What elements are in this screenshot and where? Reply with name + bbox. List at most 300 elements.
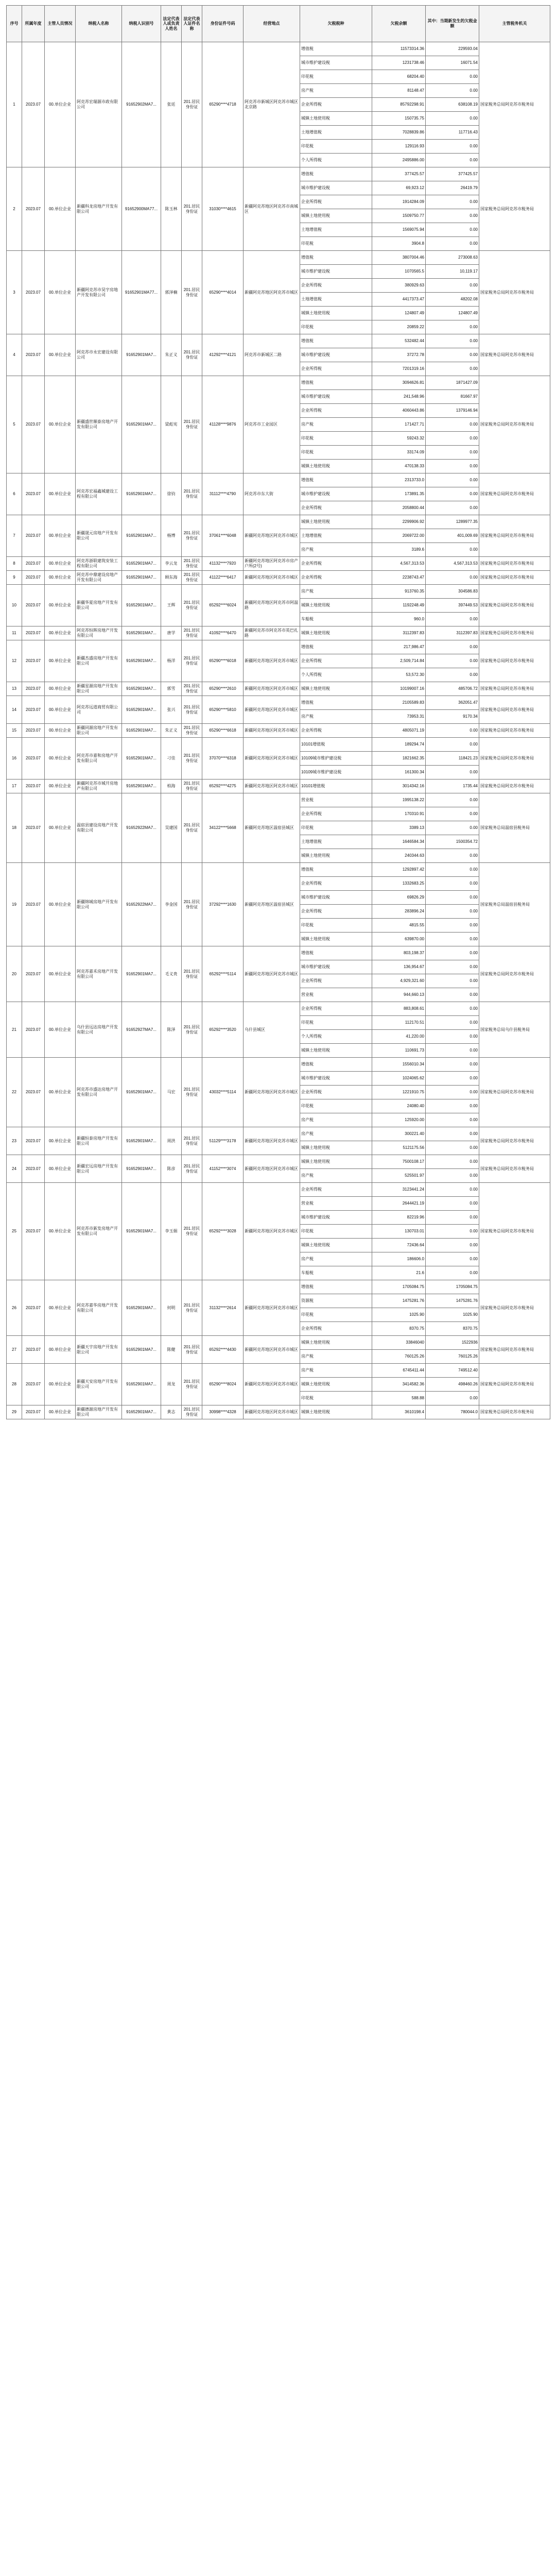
business-address: 新疆阿克苏地区阿克苏市南城区 [244, 167, 300, 251]
tax-type: 印花税 [300, 1308, 372, 1322]
business-address: 新疆阿克苏地区阿克苏市城区 [244, 251, 300, 334]
tax-type: 增值税 [300, 696, 372, 710]
record-type: 00.单位企业 [45, 585, 76, 626]
table-row [7, 738, 550, 752]
new-arrears: 0.00 [426, 1002, 479, 1016]
record-type: 00.单位企业 [45, 738, 76, 779]
record-year: 2023.07 [22, 724, 45, 738]
tax-authority: 国家税务总局阿克苏市税务局 [479, 473, 550, 515]
record-number: 2 [7, 167, 22, 251]
arrears-balance: 8370.75 [372, 1322, 426, 1336]
id-number: 65292****6024 [202, 585, 244, 626]
new-arrears: 0.00 [426, 1072, 479, 1086]
tax-type: 企业所得税 [300, 557, 372, 571]
tax-type: 房产税 [300, 1127, 372, 1141]
column-header: 欠税税种 [300, 6, 372, 42]
tax-authority: 国家税务总局乌什县税务局 [479, 1002, 550, 1058]
taxpayer-name: 阿克苏恒晖房地产开发有限公司 [76, 626, 122, 640]
tax-type: 城镇土地使用税 [300, 626, 372, 640]
table-row [7, 473, 550, 487]
record-type: 00.单位企业 [45, 682, 76, 696]
record-type: 00.单位企业 [45, 251, 76, 334]
business-address: 新疆阿克苏地区阿克苏市城区 [244, 1364, 300, 1405]
id-type: 201.居民身份证 [182, 1058, 202, 1127]
arrears-balance: 525501.97 [372, 1169, 426, 1183]
arrears-balance: 803,198.37 [372, 946, 426, 960]
new-arrears: 0.00 [426, 1155, 479, 1169]
id-number: 65290****6018 [202, 640, 244, 682]
legal-representative: 唐学 [161, 626, 182, 640]
new-arrears: 0.00 [426, 905, 479, 919]
record-number: 16 [7, 738, 22, 779]
record-type: 00.单位企业 [45, 1364, 76, 1405]
arrears-balance: 283896.24 [372, 905, 426, 919]
arrears-balance: 1070565.5 [372, 265, 426, 279]
record-number: 3 [7, 251, 22, 334]
taxpayer-name: 阿克苏市永宏建设有限公司 [76, 334, 122, 376]
arrears-balance: 1995138.22 [372, 793, 426, 807]
arrears-balance: 4805071.19 [372, 724, 426, 738]
new-arrears: 0.00 [426, 362, 479, 376]
table-row [7, 640, 550, 654]
tax-authority: 国家税务总局阿克苏市税务局 [479, 1127, 550, 1155]
business-address: 阿克苏市东大街 [244, 473, 300, 515]
tax-authority: 国家税务总局阿克苏市税务局 [479, 1405, 550, 1419]
id-type: 201.居民身份证 [182, 1183, 202, 1280]
arrears-balance: 2299906.92 [372, 515, 426, 529]
new-arrears: 0.00 [426, 112, 479, 126]
new-arrears: 1522936 [426, 1336, 479, 1350]
tax-authority: 国家税务总局阿克苏市税务局 [479, 585, 550, 626]
new-arrears: 0.00 [426, 863, 479, 877]
arrears-balance: 189294.74 [372, 738, 426, 752]
column-header: 主管税务机关 [479, 6, 550, 42]
id-type: 201.居民身份证 [182, 1364, 202, 1405]
record-year: 2023.07 [22, 251, 45, 334]
id-type: 201.居民身份证 [182, 557, 202, 571]
record-type: 00.单位企业 [45, 696, 76, 724]
id-number: 31030****4615 [202, 167, 244, 251]
new-arrears: 0.00 [426, 793, 479, 807]
legal-representative: 郭泽楠 [161, 251, 182, 334]
record-type: 00.单位企业 [45, 1183, 76, 1280]
legal-representative: 陈健 [161, 1336, 182, 1364]
id-number: 31132****2614 [202, 1280, 244, 1336]
business-address: 阿克苏市新城区二路 [244, 334, 300, 376]
taxpayer-id: 91652901MA7... [122, 1155, 161, 1183]
tax-type: 印花税 [300, 1392, 372, 1405]
new-arrears: 0.00 [426, 654, 479, 668]
tax-type: 印花税 [300, 446, 372, 460]
arrears-balance: 1509750.77 [372, 209, 426, 223]
new-arrears: 1705084.75 [426, 1280, 479, 1294]
tax-authority: 国家税务总局阿克苏市税务局 [479, 696, 550, 724]
arrears-balance: 3807004.46 [372, 251, 426, 265]
tax-arrears-table [6, 5, 550, 1419]
tax-type: 企业所得税 [300, 724, 372, 738]
taxpayer-id: 91652901MA7... [122, 1280, 161, 1336]
tax-type: 企业所得税 [300, 974, 372, 988]
new-arrears: 0.00 [426, 1086, 479, 1099]
tax-authority: 国家税务总局阿克苏市税务局 [479, 724, 550, 738]
taxpayer-name: 新疆晟元房地产开发有限公司 [76, 515, 122, 557]
id-number: 65292****4430 [202, 1336, 244, 1364]
business-address: 新疆阿克苏地区阿克苏市城区 [244, 640, 300, 682]
tax-type: 城镇土地使用税 [300, 682, 372, 696]
tax-type: 房产税 [300, 1113, 372, 1127]
tax-type: 企业所得税 [300, 501, 372, 515]
table-row [7, 696, 550, 710]
record-year: 2023.07 [22, 793, 45, 863]
arrears-balance: 173891.35 [372, 487, 426, 501]
id-type: 201.居民身份证 [182, 1336, 202, 1364]
business-address: 新疆阿克苏地区阿克苏市城区 [244, 724, 300, 738]
tax-type: 城市维护建设税 [300, 487, 372, 501]
legal-representative: 张兴 [161, 696, 182, 724]
record-number: 13 [7, 682, 22, 696]
taxpayer-id: 91652901MA7... [122, 724, 161, 738]
tax-type: 城镇土地使用税 [300, 1155, 372, 1169]
id-number: 41128****9876 [202, 376, 244, 473]
table-row [7, 42, 550, 56]
id-number: 31112****4790 [202, 473, 244, 515]
table-row [7, 376, 550, 390]
arrears-balance: 5121175.56 [372, 1141, 426, 1155]
column-header: 纳税人名称 [76, 6, 122, 42]
record-year: 2023.07 [22, 557, 45, 571]
record-year: 2023.07 [22, 42, 45, 167]
record-year: 2023.07 [22, 696, 45, 724]
business-address: 新疆阿克苏地区阿克苏市城区 [244, 779, 300, 793]
table-row [7, 251, 550, 265]
tax-type: 10109城市维护建设税 [300, 766, 372, 779]
arrears-balance: 4060443.86 [372, 404, 426, 418]
record-number: 20 [7, 946, 22, 1002]
arrears-balance: 130703.01 [372, 1225, 426, 1239]
arrears-balance: 2,509,714.84 [372, 654, 426, 668]
taxpayer-name: 阿克苏宏福鑫城建设工程有限公司 [76, 473, 122, 515]
arrears-balance: 639870.00 [372, 933, 426, 946]
arrears-balance: 1821662.35 [372, 752, 426, 766]
tax-type: 城镇土地使用税 [300, 112, 372, 126]
tax-type: 土地增值税 [300, 293, 372, 307]
column-header: 法定代表人或负责人姓名 [161, 6, 182, 42]
legal-representative: 周龙 [161, 1364, 182, 1405]
new-arrears: 0.00 [426, 946, 479, 960]
arrears-balance: 944,660.13 [372, 988, 426, 1002]
tax-type: 城市维护建设税 [300, 348, 372, 362]
record-number: 14 [7, 696, 22, 724]
record-number: 22 [7, 1058, 22, 1127]
tax-type: 10109城市维护建设税 [300, 752, 372, 766]
record-year: 2023.07 [22, 626, 45, 640]
record-number: 9 [7, 571, 22, 585]
taxpayer-name: 阿克苏浙联建筑安装工程有限公司 [76, 557, 122, 571]
business-address: 新疆阿克苏地区阿克苏市城区 [244, 946, 300, 1002]
business-address: 新疆阿克苏市阿克苏市英巴扎路 [244, 626, 300, 640]
new-arrears: 0.00 [426, 1169, 479, 1183]
record-type: 00.单位企业 [45, 42, 76, 167]
tax-type: 印花税 [300, 140, 372, 154]
arrears-balance: 110691.73 [372, 1044, 426, 1058]
record-number: 6 [7, 473, 22, 515]
new-arrears: 3112397.83 [426, 626, 479, 640]
record-type: 00.单位企业 [45, 557, 76, 571]
tax-type: 增值税 [300, 42, 372, 56]
record-year: 2023.07 [22, 167, 45, 251]
id-number: 65290****5810 [202, 696, 244, 724]
taxpayer-id: 91652901MA7... [122, 557, 161, 571]
arrears-balance: 3389.13 [372, 821, 426, 835]
legal-representative: 王辉 [161, 585, 182, 626]
column-header: 纳税人识别号 [122, 6, 161, 42]
legal-representative: 李玉娟 [161, 1183, 182, 1280]
business-address: 新疆阿克苏地区阿克苏市城区 [244, 1280, 300, 1336]
table-header [7, 6, 550, 42]
arrears-balance: 161300.34 [372, 766, 426, 779]
new-arrears: 9170.34 [426, 710, 479, 724]
id-type: 201.居民身份证 [182, 946, 202, 1002]
id-number: 65292****4275 [202, 779, 244, 793]
legal-representative: 徐钧 [161, 473, 182, 515]
tax-authority: 国家税务总局阿克苏市税务局 [479, 42, 550, 167]
record-year: 2023.07 [22, 863, 45, 946]
tax-type: 印花税 [300, 320, 372, 334]
table-row [7, 946, 550, 960]
id-type: 201.居民身份证 [182, 696, 202, 724]
taxpayer-id: 91652902MA7... [122, 42, 161, 167]
record-year: 2023.07 [22, 1002, 45, 1058]
taxpayer-name: 阿克苏宏瑞源市政有限公司 [76, 42, 122, 167]
tax-type: 城镇土地使用税 [300, 307, 372, 320]
tax-type: 城镇土地使用税 [300, 1378, 372, 1392]
tax-authority: 国家税务总局阿克苏市税务局 [479, 1155, 550, 1183]
new-arrears: 0.00 [426, 571, 479, 585]
legal-representative: 周洪 [161, 1127, 182, 1155]
legal-representative: 马宏 [161, 1058, 182, 1127]
legal-representative: 郭雪 [161, 682, 182, 696]
tax-authority: 国家税务总局阿克苏市税务局 [479, 640, 550, 682]
record-number: 11 [7, 626, 22, 640]
column-header: 其中：当期新发生的欠税金额 [426, 6, 479, 42]
arrears-balance: 4815.55 [372, 919, 426, 933]
arrears-balance: 10199007.16 [372, 682, 426, 696]
arrears-balance: 2495886.00 [372, 154, 426, 167]
arrears-balance: 217,986.47 [372, 640, 426, 654]
tax-type: 印花税 [300, 432, 372, 446]
arrears-balance: 2238743.47 [372, 571, 426, 585]
table-row [7, 1058, 550, 1072]
taxpayer-name: 新疆宏远房地产开发有限公司 [76, 1155, 122, 1183]
tax-type: 增值税 [300, 640, 372, 654]
new-arrears: 8370.75 [426, 1322, 479, 1336]
record-number: 21 [7, 1002, 22, 1058]
tax-authority: 国家税务总局温宿县税务局 [479, 863, 550, 946]
arrears-balance: 1024065.62 [372, 1072, 426, 1086]
arrears-balance: 81148.47 [372, 84, 426, 98]
table-row [7, 793, 550, 807]
id-number: 37070****6318 [202, 738, 244, 779]
legal-representative: 陈彦 [161, 1155, 182, 1183]
business-address: 新疆阿克苏地区温宿县城区 [244, 793, 300, 863]
tax-type: 个人所得税 [300, 154, 372, 167]
taxpayer-id: 91652901MA7... [122, 640, 161, 682]
arrears-balance: 171427.71 [372, 418, 426, 432]
arrears-balance: 4,567,313.53 [372, 557, 426, 571]
record-type: 00.单位企业 [45, 1155, 76, 1183]
tax-type: 增值税 [300, 946, 372, 960]
record-number: 18 [7, 793, 22, 863]
column-header: 序号 [7, 6, 22, 42]
record-year: 2023.07 [22, 334, 45, 376]
arrears-balance: 588.88 [372, 1392, 426, 1405]
record-year: 2023.07 [22, 473, 45, 515]
id-type: 201.居民身份证 [182, 724, 202, 738]
business-address: 新疆阿克苏地区阿克苏市房产户所(2号) [244, 557, 300, 571]
tax-authority: 国家税务总局阿克苏市税务局 [479, 1183, 550, 1280]
taxpayer-name: 新疆德源房地产开发有限公司 [76, 1405, 122, 1419]
tax-authority: 国家税务总局阿克苏市税务局 [479, 376, 550, 473]
new-arrears: 0.00 [426, 348, 479, 362]
record-year: 2023.07 [22, 682, 45, 696]
table-row [7, 779, 550, 793]
tax-type: 房产税 [300, 1350, 372, 1364]
tax-type: 城市维护建设税 [300, 1211, 372, 1225]
business-address: 新疆阿克苏地区阿克苏市城区 [244, 1155, 300, 1183]
record-number: 19 [7, 863, 22, 946]
record-number: 12 [7, 640, 22, 682]
legal-representative: 柏海 [161, 779, 182, 793]
tax-type: 城镇土地使用税 [300, 849, 372, 863]
record-type: 00.单位企业 [45, 515, 76, 557]
tax-authority: 国家税务总局阿克苏市税务局 [479, 1364, 550, 1405]
legal-representative: 朱正义 [161, 334, 182, 376]
tax-type: 增值税 [300, 334, 372, 348]
tax-type: 印花税 [300, 1016, 372, 1030]
taxpayer-id: 91652901MA7... [122, 473, 161, 515]
taxpayer-id: 91652901MA7... [122, 585, 161, 626]
new-arrears: 26419.79 [426, 181, 479, 195]
tax-authority: 国家税务总局温宿县税务局 [479, 793, 550, 863]
arrears-balance: 112170.51 [372, 1016, 426, 1030]
record-number: 10 [7, 585, 22, 626]
tax-type: 车船税 [300, 613, 372, 626]
arrears-balance: 883,808.61 [372, 1002, 426, 1016]
arrears-balance: 377425.57 [372, 167, 426, 181]
new-arrears: 780044.0 [426, 1405, 479, 1419]
tax-type: 城市维护建设税 [300, 891, 372, 905]
new-arrears: 1025.90 [426, 1308, 479, 1322]
tax-authority: 国家税务总局阿克苏市税务局 [479, 1280, 550, 1336]
new-arrears: 0.00 [426, 1058, 479, 1072]
table-row [7, 1002, 550, 1016]
record-type: 00.单位企业 [45, 1058, 76, 1127]
record-number: 27 [7, 1336, 22, 1364]
id-number: 41132****7920 [202, 557, 244, 571]
taxpayer-id: 91652901MA7... [122, 376, 161, 473]
new-arrears: 362051.47 [426, 696, 479, 710]
tax-type: 城市维护建设税 [300, 1072, 372, 1086]
tax-type: 土地增值税 [300, 223, 372, 237]
new-arrears: 0.00 [426, 237, 479, 251]
new-arrears: 377425.57 [426, 167, 479, 181]
table-row [7, 1155, 550, 1169]
header-row [7, 6, 550, 42]
tax-authority: 国家税务总局阿克苏市税务局 [479, 167, 550, 251]
arrears-balance: 3123441.24 [372, 1183, 426, 1197]
new-arrears: 498460.26 [426, 1378, 479, 1392]
new-arrears: 0.00 [426, 446, 479, 460]
tax-authority: 国家税务总局阿克苏市税务局 [479, 334, 550, 376]
tax-type: 增值税 [300, 473, 372, 487]
taxpayer-name: 阿克苏市新发房地产开发有限公司 [76, 1183, 122, 1280]
tax-type: 城镇土地使用税 [300, 515, 372, 529]
arrears-balance: 1332683.25 [372, 877, 426, 891]
new-arrears: 0.00 [426, 849, 479, 863]
tax-type: 增值税 [300, 1280, 372, 1294]
business-address: 新疆阿克苏地区阿克苏市城区 [244, 1127, 300, 1155]
taxpayer-id: 91652901MA7... [122, 626, 161, 640]
taxpayer-id: 91652901MA7... [122, 682, 161, 696]
record-type: 00.单位企业 [45, 626, 76, 640]
arrears-balance: 136,954.67 [372, 960, 426, 974]
new-arrears: 48202.08 [426, 293, 479, 307]
record-year: 2023.07 [22, 1183, 45, 1280]
legal-representative: 李金国 [161, 863, 182, 946]
record-number: 28 [7, 1364, 22, 1405]
business-address: 新疆阿克苏地区阿克苏市城区 [244, 515, 300, 557]
new-arrears: 0.00 [426, 501, 479, 515]
tax-authority: 国家税务总局阿克苏市税务局 [479, 1336, 550, 1364]
id-number: 65290****6618 [202, 724, 244, 738]
tax-type: 土地增值税 [300, 835, 372, 849]
taxpayer-id: 91652901MA7... [122, 1336, 161, 1364]
taxpayer-id: 91652901MA7... [122, 1058, 161, 1127]
record-year: 2023.07 [22, 376, 45, 473]
taxpayer-id: 91652901MA7... [122, 515, 161, 557]
tax-type: 企业所得税 [300, 654, 372, 668]
tax-type: 营业税 [300, 1197, 372, 1211]
arrears-balance: 2644421.19 [372, 1197, 426, 1211]
record-year: 2023.07 [22, 585, 45, 626]
id-type: 201.居民身份证 [182, 626, 202, 640]
new-arrears: 0.00 [426, 919, 479, 933]
record-type: 00.单位企业 [45, 724, 76, 738]
id-type: 201.居民身份证 [182, 682, 202, 696]
business-address: 新疆阿克苏地区阿克苏市城区 [244, 1336, 300, 1364]
new-arrears: 0.00 [426, 1183, 479, 1197]
tax-authority: 国家税务总局阿克苏市税务局 [479, 946, 550, 1002]
taxpayer-id: 91652900MA77... [122, 167, 161, 251]
new-arrears: 0.00 [426, 1141, 479, 1155]
arrears-balance: 85792298.91 [372, 98, 426, 112]
tax-type: 印花税 [300, 1099, 372, 1113]
new-arrears: 0.00 [426, 1211, 479, 1225]
tax-type: 个人所得税 [300, 668, 372, 682]
taxpayer-name: 阿克苏远道商贸有限公司 [76, 696, 122, 724]
taxpayer-name: 阿克苏市盛达房地产开发有限公司 [76, 1058, 122, 1127]
legal-representative: 陈玉林 [161, 167, 182, 251]
arrears-balance: 1192248.49 [372, 599, 426, 613]
new-arrears: 1735.44 [426, 779, 479, 793]
table-row [7, 1183, 550, 1197]
record-type: 00.单位企业 [45, 473, 76, 515]
new-arrears: 0.00 [426, 418, 479, 432]
taxpayer-id: 91652901MA7... [122, 1364, 161, 1405]
legal-representative: 李云龙 [161, 557, 182, 571]
taxpayer-name: 温宿县建设房地产开发有限公司 [76, 793, 122, 863]
new-arrears: 0.00 [426, 334, 479, 348]
